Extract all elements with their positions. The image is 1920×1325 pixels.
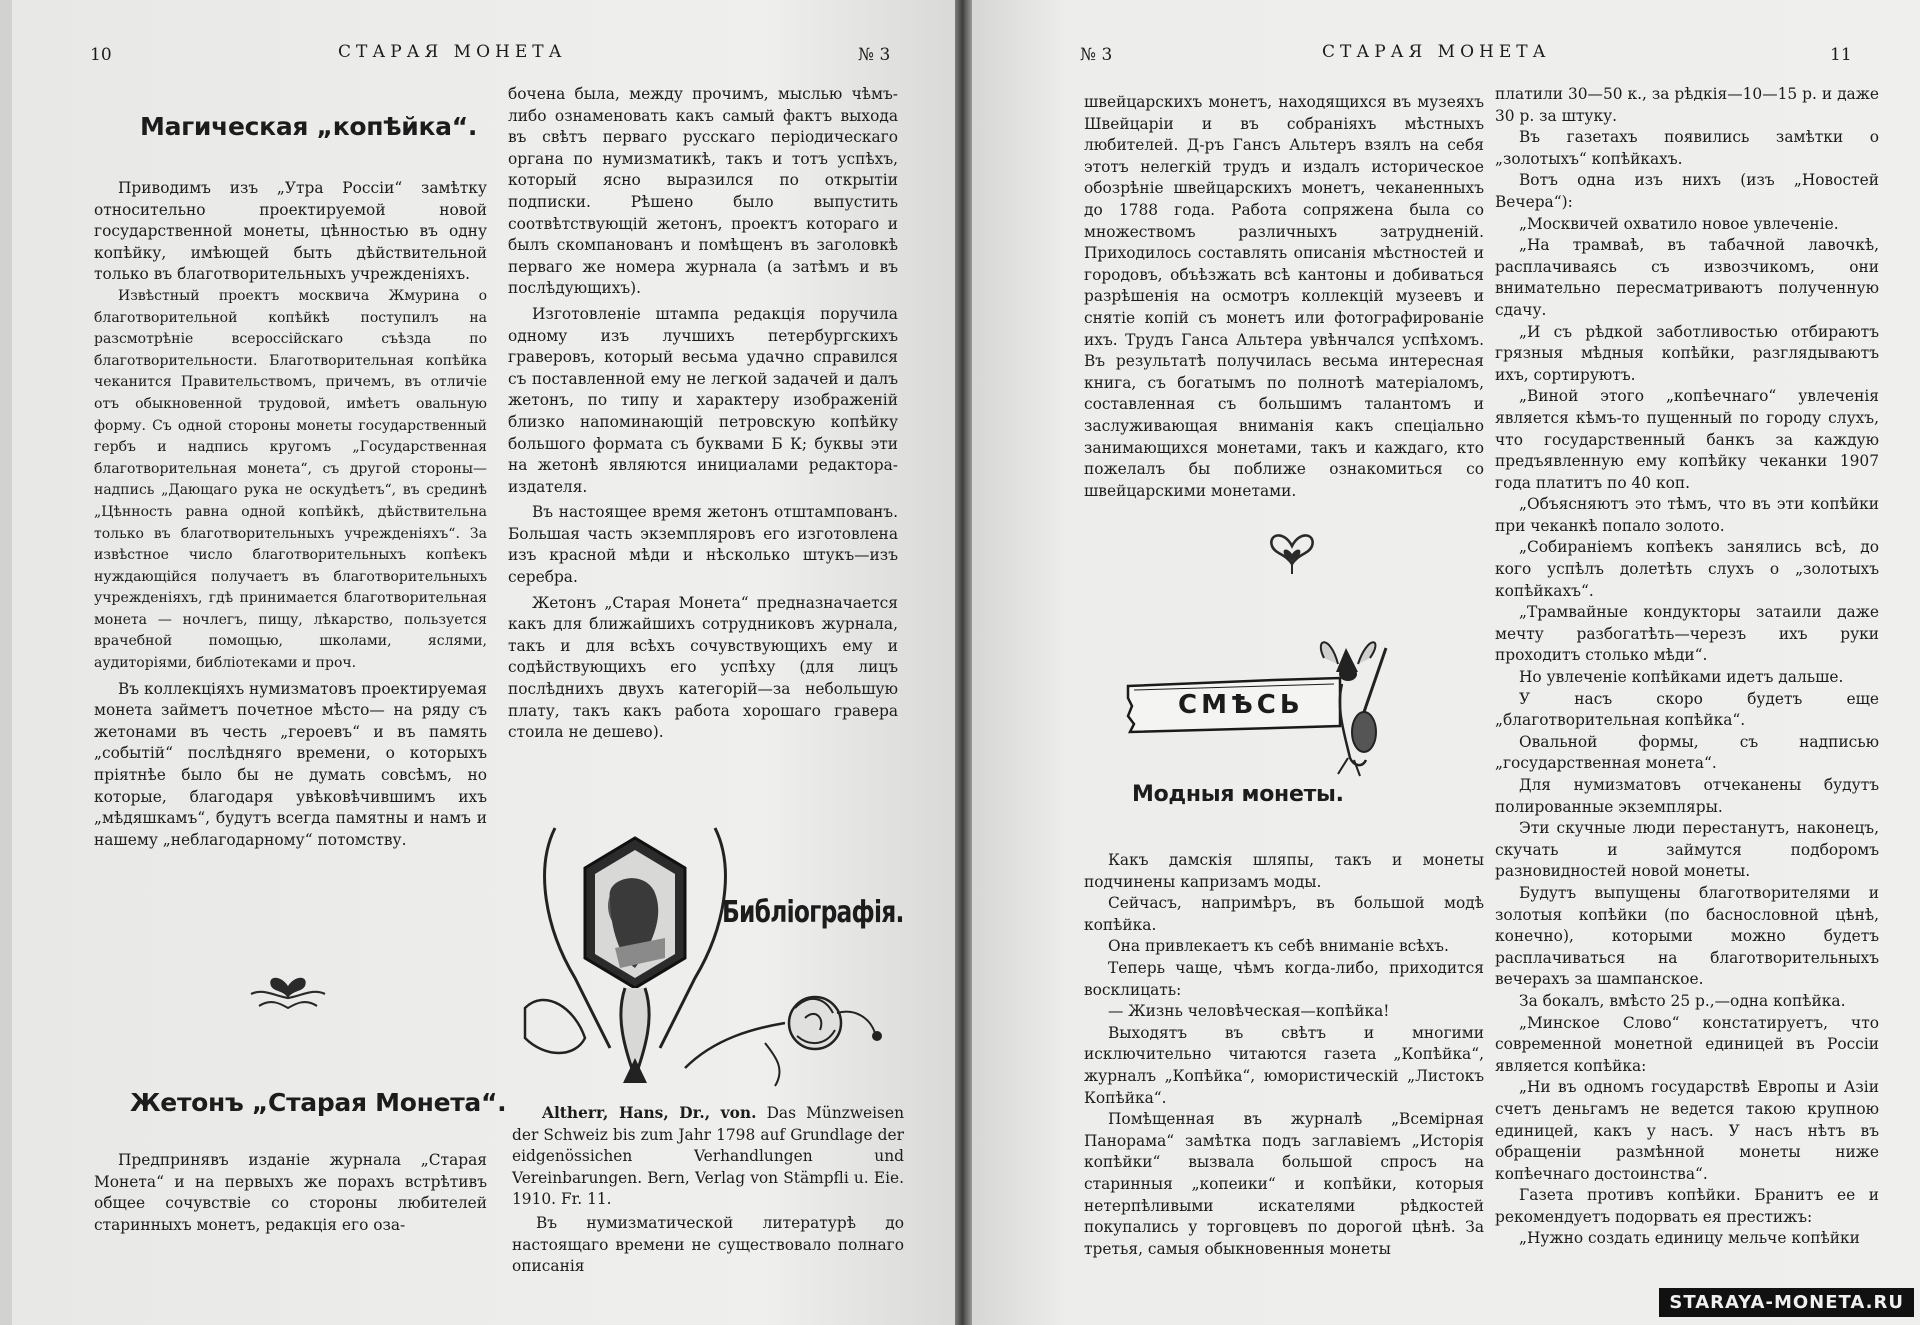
- paragraph: „Нужно создать единицу мельче копѣйки: [1519, 1229, 1860, 1248]
- paragraph: „Трамвайные кондукторы затаили даже мечту разбогатѣть—черезъ ихъ руки проходитъ столько мѣди“.: [1495, 603, 1879, 665]
- paragraph: „Минское Слово“ констатируетъ, что современной монетной единицей въ Россiи является копѣйка:: [1495, 1013, 1879, 1075]
- paragraph: Предпринявъ изданiе журнала „Старая Монета“ и на первыхъ же порахъ встрѣтивъ общее сочувствiе со стороны любителей старинныхъ монетъ, редакцiя его оза-: [94, 1151, 487, 1234]
- book-gutter: [955, 0, 972, 1325]
- paragraph: „На трамваѣ, въ табачной лавочкѣ, расплачиваясь съ извозчикомъ, они внимательно пересматриваютъ полученную сдачу.: [1495, 236, 1879, 319]
- bibliography-heading: Библiографiя.: [722, 895, 904, 930]
- bibliography-text: [512, 1103, 904, 1211]
- bibliography-title: Das Münzweisen der Schweiz bis zum Jahr 1798 auf Grundlage der eidgenössichen Verhandlungen und Vereinbarungen. Bern, Verlag von Stämpfli u. Eie. 1910. Fr. 11.: [512, 1104, 904, 1209]
- paragraph: Она привлекаетъ къ себѣ вниманiе всѣхъ.: [1108, 937, 1449, 956]
- paragraph: Въ газетахъ появились замѣтки о „золотыхъ“ копѣйкахъ.: [1495, 128, 1879, 168]
- article-heading: Магическая „копѣйка“.: [140, 112, 478, 141]
- paragraph: Сейчасъ, напримѣръ, въ большой модѣ копѣйка.: [1084, 894, 1484, 934]
- paragraph: Но увлеченiе копѣйками идетъ дальше.: [1519, 668, 1844, 687]
- right-column-2: [1495, 84, 1879, 1250]
- paragraph: Въ настоящее время жетонъ отштампованъ. Большая часть экземпляровъ его изготовлена изъ красной мѣди и нѣсколько штукъ—изъ серебра.: [508, 503, 898, 587]
- left-page: [0, 0, 955, 1325]
- paragraph: „Москвичей охватило новое увлеченiе.: [1519, 214, 1839, 233]
- paragraph: Вотъ одна изъ нихъ (изъ „Новостей Вечера“):: [1495, 171, 1879, 211]
- section-title: СМѢСЬ: [1178, 690, 1304, 720]
- article-heading: Жетонъ „Старая Монета“.: [130, 1088, 507, 1117]
- left-column-1-bottom: [94, 1150, 487, 1236]
- right-column-1-bottom: [1084, 850, 1484, 1260]
- bibliography-entry: [512, 1103, 904, 1278]
- page-number: 10: [90, 45, 112, 65]
- paragraph: „Ни въ одномъ государствѣ Европы и Азiи счетъ деньгамъ не ведется такою крупною единицей, какъ у насъ. У насъ нѣтъ въ обращенiи размѣнной монеты ниже копѣечнаго достоинства“.: [1495, 1078, 1879, 1183]
- bibliography-vignette: [515, 808, 910, 1090]
- right-page: [972, 0, 1920, 1325]
- paragraph: Помѣщенная въ журналѣ „Всемiрная Панорама“ замѣтка подъ заглавiемъ „Исторiя копѣйки“ вызвала большой спросъ на старинныя „копеики“ и копѣйки, которыя нетерпѣливыми искателями рѣдкостей покупались у торговцевъ по дорогой цѣнѣ. За третья, самыя обыкновенныя монеты: [1084, 1110, 1484, 1258]
- paragraph: швейцарскихъ монетъ, находящихся въ музеяхъ Швейцарiи и въ собранiяхъ мѣстныхъ любителей. Д-ръ Гансъ Альтеръ взялъ на себя этотъ нелегкiй трудъ и издалъ историческое обозрѣнiе швейцарскихъ монетъ, чеканенныхъ до 1788 года. Работа сопряжена была со множествомъ различныхъ затрудненiй. Приходилось составлять описанiя мѣстностей и городовъ, объѣзжать всѣ кантоны и добиваться разрѣшенiя на осмотръ коллекцiй музеевъ и снятiе копiй съ монетъ или фотографированiе ихъ. Трудъ Ганса Альтера увѣнчался успѣхомъ. Въ результатѣ получилась весьма интересная книга, съ богатымъ по полнотѣ матерiаломъ, составленная съ большимъ талантомъ и заслуживающая вниманiя какъ спецiально занимающихся монетами, такъ и каждаго, кто пожелалъ бы поближе ознакомиться со швейцарскими монетами.: [1084, 93, 1484, 500]
- paragraph: Жетонъ „Старая Монета“ предназначается какъ для ближайшихъ сотрудниковъ журнала, такъ и для всѣхъ сочувствующихъ ему и содѣйствующихъ его успѣху (для лицъ послѣднихъ двухъ категорiй—за небольшую плату, такъ какъ работа хорошаго гравера стоила не дешево).: [508, 593, 898, 742]
- paragraph: Теперь чаще, чѣмъ когда-либо, приходится восклицать:: [1084, 958, 1484, 999]
- article-heading: Модныя монеты.: [1132, 782, 1344, 807]
- site-watermark: STARAYA-MONETA.RU: [1659, 1288, 1914, 1317]
- paragraph: Овальной формы, съ надписью „государственная монета“.: [1495, 732, 1879, 773]
- paragraph: Будутъ выпущены благотворителями и золотыя копѣйки (по баснословной цѣнѣ, конечно), которыми можно будетъ расплачиваться на благотворительныхъ вечерахъ за шампанское.: [1495, 883, 1879, 989]
- paragraph: Приводимъ изъ „Утра Россiи“ замѣтку относительно проектируемой новой государственной монеты, цѣнностью въ одну копѣйку, имѣющей быть дѣйствительной только въ благотворительныхъ учрежденiяхъ.: [94, 179, 487, 284]
- right-column-1-top: [1084, 92, 1484, 502]
- left-column-2: [508, 84, 898, 744]
- page-number: 11: [1830, 45, 1852, 65]
- paragraph: У насъ скоро будетъ еще „благотворительная копѣйка“.: [1495, 689, 1879, 730]
- paragraph: бочена была, между прочимъ, мыслью чѣмъ-либо ознаменовать какъ самый фактъ выхода въ свѣтъ перваго русскаго перiодическаго органа по нумизматикѣ, такъ и тотъ успѣхъ, который ясно выразился по открытiи подписки. Рѣшено было выпустить соотвѣтствующiй жетонъ, проектъ котораго и былъ скомпанованъ и помѣщенъ въ заголовкѣ перваго же номера журнала (а затѣмъ и въ послѣдующихъ).: [508, 85, 898, 298]
- paragraph: Въ нумизматической литературѣ до настоящаго времени не существовало полнаго описанiя: [512, 1213, 904, 1276]
- paragraph: — Жизнь человѣческая—копѣйка!: [1108, 1002, 1390, 1021]
- left-column-1-top: [94, 178, 487, 851]
- paragraph: Извѣстный проектъ москвича Жмурина о благотворительной копѣйкѣ поступилъ на разсмотрѣнiе всероссiйскаго съѣзда по благотворительности. Благотворительная копѣйка чеканится Правительствомъ, причемъ, въ отличiе отъ обыкновенной трудовой, имѣетъ овальную форму. Съ одной стороны монеты государственный гербъ и надпись кругомъ „Государственная благотворительная монета“, съ другой стороны—надпись „Дающаго рука не оскудѣетъ“, въ срединѣ „Цѣнность равна одной копѣйкѣ, дѣйствительна только въ благотворительныхъ учрежденiяхъ“. За извѣстное число благотворительныхъ копѣекъ нуждающiйся получаетъ въ благотворительныхъ учрежденiяхъ, гдѣ принимается благотворительная монета — ночлегъ, пищу, лѣкарство, пользуется врачебной помощью, школами, яслями, аудиторiями, библiотеками и проч.: [94, 287, 487, 672]
- paragraph: Для нумизматовъ отчеканены будутъ полированные экземпляры.: [1495, 776, 1879, 816]
- paragraph: Выходятъ въ свѣтъ и многими исключительно читаются газета „Копѣйка“, журналъ „Копѣйка“, юмористическiй „Листокъ Копѣйка“.: [1084, 1023, 1484, 1107]
- heart-ornament: [1260, 524, 1324, 576]
- issue-number: № 3: [858, 45, 891, 65]
- issue-number: № 3: [1080, 45, 1113, 65]
- paragraph: За бокалъ, вмѣсто 25 р.,—одна копѣйка.: [1519, 991, 1846, 1010]
- paragraph: „Виной этого „копѣечнаго“ увлеченiя является кѣмъ-то пущенный по городу слухъ, что государственный банкъ за каждую предъявленную ему копѣйку чеканки 1907 года платитъ по 40 коп.: [1495, 387, 1879, 492]
- page-edge: [0, 0, 12, 1325]
- paragraph: Какъ дамскiя шляпы, такъ и монеты подчинены капризамъ моды.: [1084, 851, 1484, 891]
- paragraph: „Собиранiемъ копѣекъ занялись всѣ, до кого успѣлъ долетѣть слухъ о „золотыхъ копѣйкахъ“.: [1495, 538, 1879, 600]
- paragraph: „Объясняютъ это тѣмъ, что въ эти копѣйки при чеканкѣ попало золото.: [1495, 495, 1879, 535]
- running-head: СТАРАЯ МОНЕТА: [1322, 42, 1551, 62]
- paragraph: „И съ рѣдкой заботливостью отбираютъ грязныя мѣдныя копѣйки, разглядываютъ ихъ, сортируютъ.: [1495, 322, 1879, 384]
- paragraph: платили 30—50 к., за рѣдкiя—10—15 р. и даже 30 р. за штуку.: [1495, 85, 1879, 125]
- fleuron-ornament: [247, 968, 329, 1014]
- running-head: СТАРАЯ МОНЕТА: [338, 42, 567, 62]
- paragraph: Въ коллекцiяхъ нумизматовъ проектируемая монета займетъ почетное мѣсто— на ряду съ жетонами въ честь „героевъ“ и въ память „событiй“ послѣдняго времени, о которыхъ прiятнѣе было бы не думать совсѣмъ, но которые, благодаря увѣковѣчившимъ ихъ „мѣдяшкамъ“, будутъ всегда памятны и намъ и нашему „неблагодарному“ потомству.: [94, 679, 488, 849]
- paragraph: Газета противъ копѣйки. Бранитъ ее и рекомендуетъ подорвать ея престижъ:: [1495, 1186, 1879, 1226]
- bibliography-author: Altherr, Hans, Dr., von.: [542, 1104, 757, 1122]
- paragraph: Изготовленiе штампа редакцiя поручила одному изъ лучшихъ петербургскихъ граверовъ, который весьма удачно справился съ поставленной ему не легкой задачей и далъ жетонъ, по типу и характеру изображенiй близко напоминающiй петровскую копѣйку большого формата съ буквами Б К; буквы эти на жетонѣ являются инициалами редактора-издателя.: [508, 304, 898, 496]
- paragraph: Эти скучные люди перестанутъ, наконецъ, скучать и займутся подборомъ разновидностей новой монеты.: [1495, 819, 1879, 881]
